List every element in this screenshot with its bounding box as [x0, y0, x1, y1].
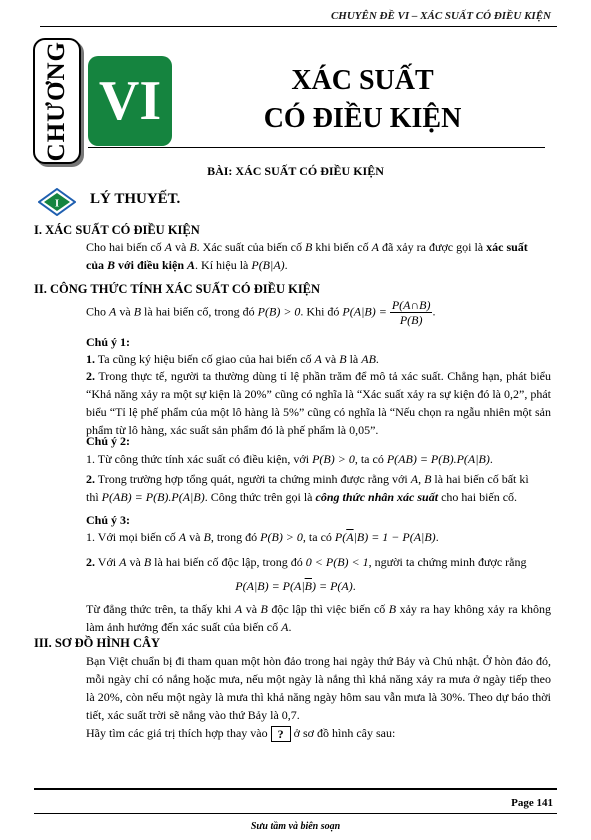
chapter-title-line2: CÓ ĐIỀU KIỆN — [263, 103, 462, 134]
chapter-title-line1: XÁC SUẤT — [291, 65, 434, 96]
note-1-item-1: 1. Ta cũng ký hiệu biến cố giao của hai biến cố A và B là AB. — [86, 352, 379, 366]
independence-conclusion: Từ đẳng thức trên, ta thấy khi A và B độc lập thì việc biến cố B xảy ra hay không xảy ra không làm ảnh hưởng đến xác suất của biến cố A. — [86, 602, 551, 634]
section-1-heading: I. XÁC SUẤT CÓ ĐIỀU KIỆN — [34, 223, 200, 237]
note-2-item-1: 1. Từ công thức tính xác suất có điều kiện, với P(B) > 0, ta có P(AB) = P(B).P(A|B). — [86, 452, 493, 466]
section-marker: I — [54, 197, 60, 210]
section-2-heading: II. CÔNG THỨC TÍNH XÁC SUẤT CÓ ĐIỀU KIỆN — [34, 282, 321, 296]
page-number: Page 141 — [511, 797, 553, 809]
chapter-label-box — [33, 38, 81, 164]
title-rule — [88, 147, 545, 148]
chapter-number-box — [88, 56, 172, 146]
section-1-body: Cho hai biến cố A và B. Xác suất của biến cố B khi biến cố A đã xảy ra được gọi là xác suất của B với điều kiện A. Kí hiệu là P(B|A). — [86, 240, 528, 272]
section-diamond-icon — [38, 188, 76, 216]
chapter-number: VI — [98, 70, 162, 132]
note-3-item-1: 1. Với mọi biến cố A và B, trong đó P(B) > 0, ta có $P(\overline{A}|B) = 1 - P(A|B)$. — [86, 530, 439, 544]
header-rule — [40, 26, 557, 27]
footer-rule-2 — [34, 813, 557, 814]
section-3-paragraph: Bạn Việt chuẩn bị đi tham quan một hòn đảo trong hai ngày thứ Bảy và Chủ nhật. Ở hòn đảo đó, mỗi ngày chỉ có nắng hoặc mưa, nếu một ngày là nắng thì khả năng xảy ra mưa ở ngày tiếp theo là 20%, còn nếu một ngày là mưa thì khả năng ngày hôm sau vẫn mưa là 30%. Theo dự báo thời tiết, xác suất trời sẽ nắng vào thứ Bảy là 0,7. — [86, 654, 551, 722]
footer-credit: Sưu tầm và biên soạn — [250, 821, 341, 832]
part-title: LÝ THUYẾT. — [90, 191, 181, 207]
conditional-probability-formula: Cho A và B là hai biến cố, trong đó P(B) > 0. Khi đó P(A|B) = $\frac{P(A\cap B)}{P(B)}$ . — [86, 298, 436, 327]
lesson-title: BÀI: XÁC SUẤT CÓ ĐIỀU KIỆN — [207, 164, 384, 178]
question-mark-box: ? — [271, 726, 291, 742]
footer-rule — [34, 788, 557, 790]
chapter-label: CHƯƠNG — [43, 40, 70, 162]
independence-equation: $P(A|B) = P(A|\overline{B}) = P(A)$. — [235, 579, 356, 593]
note-1-item-1-text: Ta cũng ký hiệu biến cố giao của hai biến cố A và B là AB. — [97, 352, 379, 366]
note-2-item-2: 2. Trong trường hợp tổng quát, người ta chứng minh được rằng với A, B là hai biến cố bất kì thì P(AB) = P(B).P(A|B). Công thức trên gọi là công thức nhân xác suất cho hai biến cố. — [86, 472, 529, 504]
formula-fraction: $\frac{P(A\cap B)}{P(B)}$ — [391, 298, 431, 327]
note-1-title: Chú ý 1: — [86, 335, 131, 349]
note-1-item-2: 2. Trong thực tế, người ta thường dùng tỉ lệ phần trăm để mô tả xác suất. Chẳng hạn, phát biểu “Khả năng xảy ra một sự kiện là 20%” cũng có nghĩa là “Xác suất xảy ra sự kiện đó là 0,2”, phát biểu “Tỉ lệ phế phẩm của một lô hàng là 5%” cũng có nghĩa là “Nếu chọn ra ngẫu nhiên một sản phẩm từ lô hàng, xác suất sản phẩm đó là phế phẩm là 0,05”. — [86, 369, 551, 437]
running-header: CHUYÊN ĐỀ VI – XÁC SUẤT CÓ ĐIỀU KIỆN — [330, 10, 551, 22]
note-3-title: Chú ý 3: — [86, 513, 131, 527]
note-3-item-2: 2. Với A và B là hai biến cố độc lập, trong đó 0 < P(B) < 1, người ta chứng minh được rằng — [86, 555, 527, 569]
section-3-heading: III. SƠ ĐỒ HÌNH CÂY — [34, 636, 161, 650]
note-2-title: Chú ý 2: — [86, 434, 131, 448]
section-3-question: Hãy tìm các giá trị thích hợp thay vào ? ở sơ đồ hình cây sau: — [86, 726, 396, 742]
